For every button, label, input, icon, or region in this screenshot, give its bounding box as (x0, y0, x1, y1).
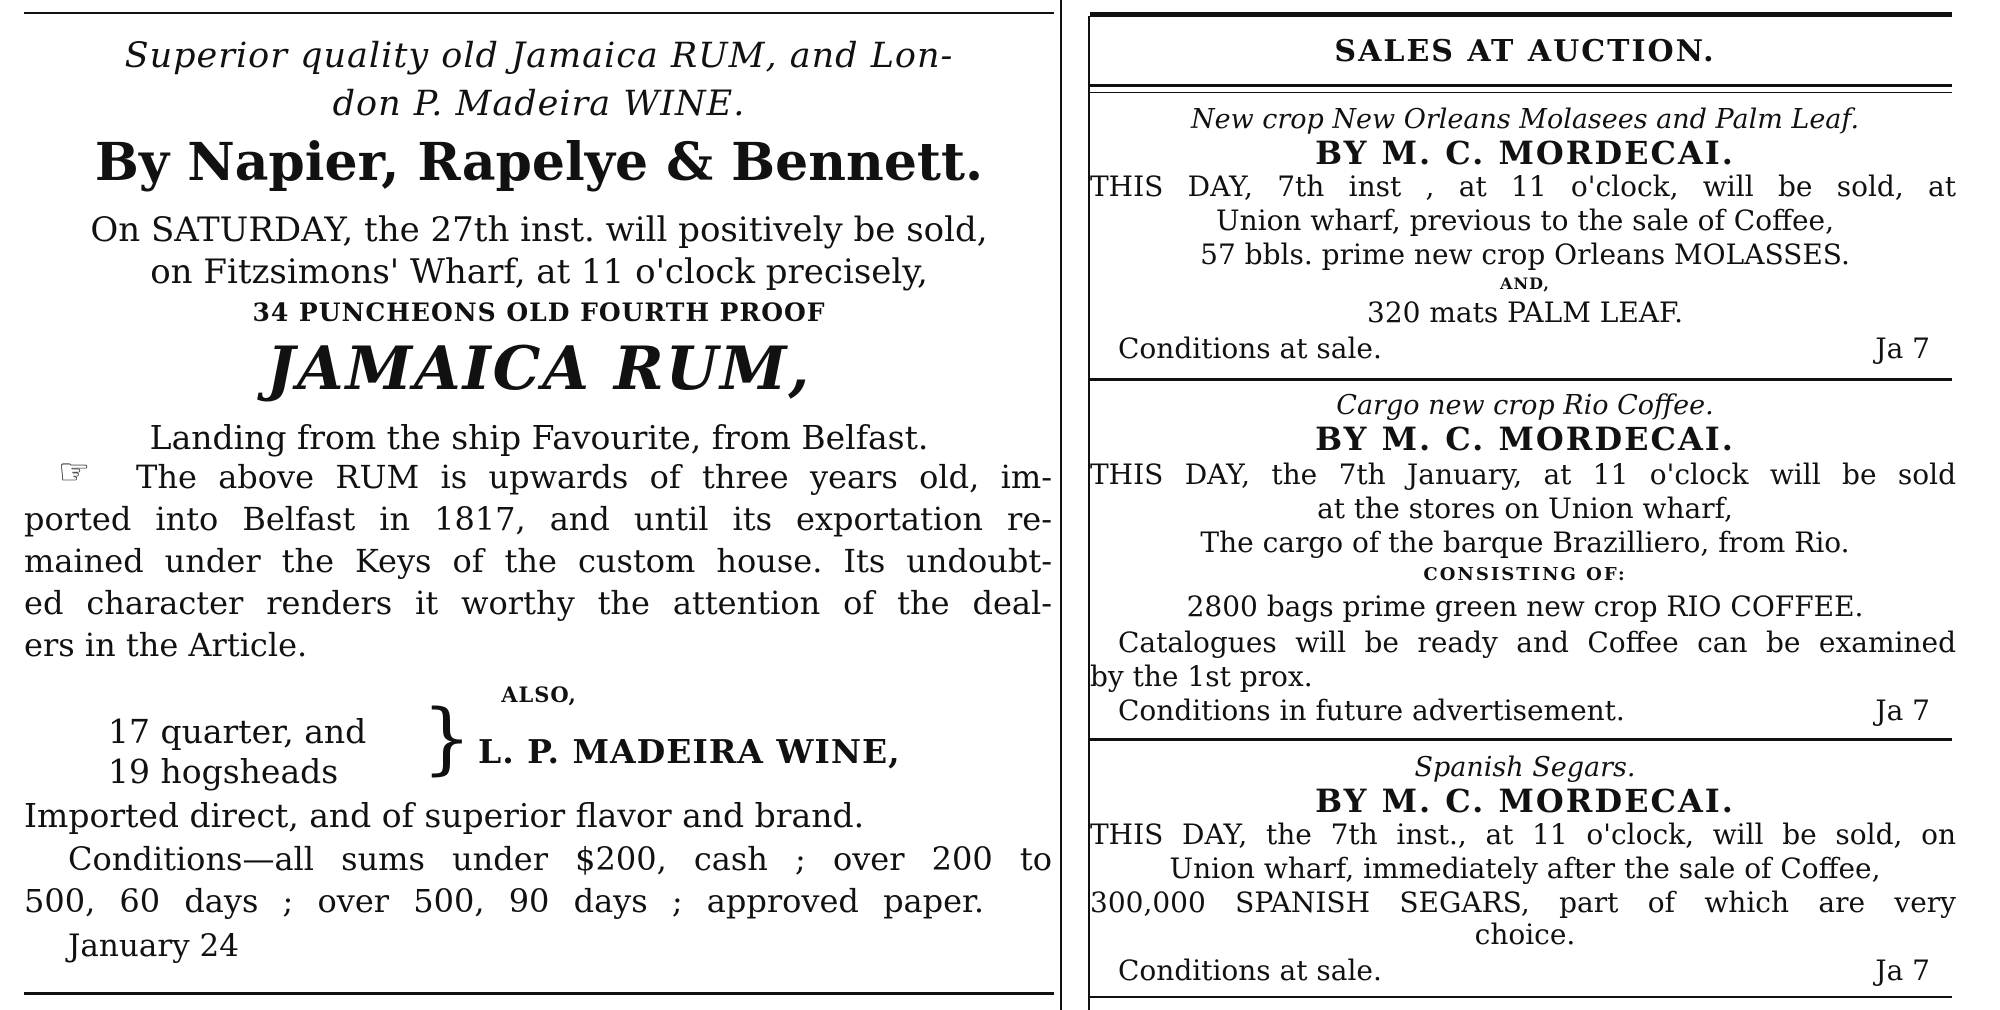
conditions-line-2: 500, 60 days ; over 500, 90 days ; approved paper. (24, 882, 984, 920)
curly-brace: } (422, 694, 472, 784)
ad3-line-2: Union wharf, immediately after the sale of Coffee, (1169, 852, 1881, 885)
conditions-line-1: Conditions—all sums under $200, cash ; over 200 to (68, 840, 1052, 878)
ad3-headline: Spanish Segars. (1414, 752, 1636, 783)
ad3-footer (1118, 954, 1930, 987)
sale-line-3: 34 PUNCHEONS OLD FOURTH PROOF (252, 298, 826, 327)
ad1-line-2: Union wharf, previous to the sale of Coffee, (1215, 204, 1835, 237)
section-header: SALES AT AUCTION. (1334, 34, 1716, 69)
product-title: JAMAICA RUM, (266, 334, 812, 404)
ad2-line-5: Catalogues will be ready and Coffee can be examined (1118, 626, 1956, 659)
header-top-rule (1090, 12, 1952, 17)
ad-headline-line-1: Superior quality old Jamaica RUM, and Lon- (124, 36, 954, 76)
ad2-footer (1118, 694, 1930, 727)
ad3-line-4: choice. (1474, 918, 1576, 951)
wine-title: L. P. MADEIRA WINE, (478, 732, 901, 771)
ad1-line-1: THIS DAY, 7th inst , at 11 o'clock, will be sold, at (1090, 170, 1956, 203)
ad2-consisting: CONSISTING OF: (1423, 564, 1627, 585)
top-rule (24, 12, 1054, 14)
pointer-hand-icon: ☞ (58, 452, 91, 493)
also-label: ALSO, (501, 682, 577, 707)
imported-line: Imported direct, and of superior flavor and brand. (24, 796, 865, 835)
ad2-line-1: THIS DAY, the 7th January, at 11 o'clock will be sold (1090, 458, 1956, 491)
note-line-2: ported into Belfast in 1817, and until its exportation re- (24, 500, 1052, 538)
ad3-line-3: 300,000 SPANISH SEGARS, part of which are very (1090, 886, 1956, 919)
ad2-auctioneer: BY M. C. MORDECAI. (1315, 420, 1735, 458)
header-bottom-rule-1 (1090, 84, 1952, 87)
ad-headline-line-2: don P. Madeira WINE. (332, 84, 746, 124)
ad1-auctioneer: BY M. C. MORDECAI. (1315, 134, 1735, 172)
ad2-line-4: 2800 bags prime green new crop RIO COFFEE. (1186, 590, 1864, 623)
ad-date: January 24 (68, 928, 239, 964)
ad2-line-2: at the stores on Union wharf, (1317, 492, 1733, 525)
quantity-line-2: 19 hogsheads (108, 752, 339, 791)
ad2-separator (1090, 738, 1952, 741)
ad1-line-3: 57 bbls. prime new crop Orleans MOLASSES. (1200, 238, 1850, 271)
sale-line-2: on Fitzsimons' Wharf, at 11 o'clock precisely, (150, 252, 928, 292)
ad1-and: AND, (1500, 274, 1550, 293)
ad2-date: Ja 7 (1875, 694, 1930, 727)
quantity-line-1: 17 quarter, and (108, 712, 367, 751)
ad2-line-6: by the 1st prox. (1090, 660, 1313, 693)
landing-line: Landing from the ship Favourite, from Belfast. (149, 418, 929, 457)
column-bottom-rule (1090, 996, 1952, 998)
ad2-conditions: Conditions in future advertisement. (1118, 694, 1625, 727)
ad3-date: Ja 7 (1875, 954, 1930, 987)
note-line-5: ers in the Article. (24, 626, 308, 664)
ad1-date: Ja 7 (1875, 332, 1930, 365)
ad2-headline: Cargo new crop Rio Coffee. (1336, 390, 1714, 421)
bottom-rule (24, 992, 1054, 995)
ad1-line-4: 320 mats PALM LEAF. (1367, 296, 1683, 329)
note-line-3: mained under the Keys of the custom house. Its undoubt- (24, 542, 1052, 580)
column-divider-left (1060, 0, 1062, 1010)
note-line-1: The above RUM is upwards of three years old, im- (136, 458, 1052, 496)
ad3-auctioneer: BY M. C. MORDECAI. (1315, 782, 1735, 820)
ad1-footer (1118, 332, 1930, 365)
ad1-separator (1090, 378, 1952, 381)
header-bottom-rule-2 (1090, 92, 1952, 93)
ad3-line-1: THIS DAY, the 7th inst., at 11 o'clock, will be sold, on (1090, 818, 1956, 851)
auctioneer-name: By Napier, Rapelye & Bennett. (94, 132, 984, 193)
ad1-headline: New crop New Orleans Molasees and Palm Leaf. (1190, 104, 1860, 135)
ad1-conditions: Conditions at sale. (1118, 332, 1382, 365)
sale-line-1: On SATURDAY, the 27th inst. will positively be sold, (90, 210, 988, 250)
note-line-4: ed character renders it worthy the attention of the deal- (24, 584, 1052, 622)
ad2-line-3: The cargo of the barque Brazilliero, from Rio. (1200, 526, 1850, 559)
ad3-conditions: Conditions at sale. (1118, 954, 1382, 987)
